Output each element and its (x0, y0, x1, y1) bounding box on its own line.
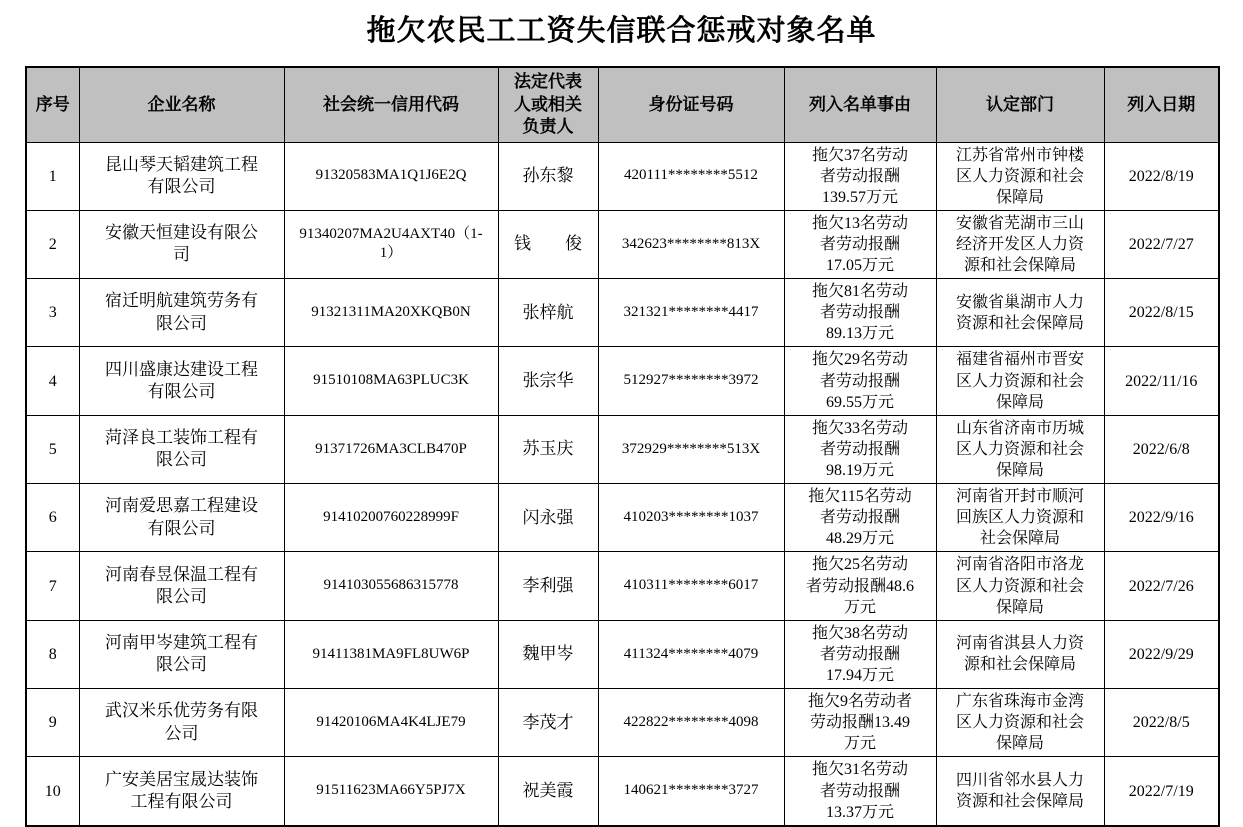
cell-company: 宿迁明航建筑劳务有限公司 (79, 279, 284, 347)
cell-department: 福建省福州市晋安区人力资源和社会保障局 (936, 347, 1104, 415)
cell-reason: 拖欠25名劳动者劳动报酬48.6万元 (784, 552, 936, 620)
cell-no: 2 (26, 210, 79, 278)
cell-no: 3 (26, 279, 79, 347)
table-header (26, 67, 1219, 142)
cell-department: 四川省邻水县人力资源和社会保障局 (936, 757, 1104, 826)
cell-person: 张梓航 (498, 279, 598, 347)
cell-person: 闪永强 (498, 484, 598, 552)
cell-credit-code: 91511623MA66Y5PJ7X (284, 757, 498, 826)
cell-no: 4 (26, 347, 79, 415)
header-row (26, 67, 1219, 142)
header-person: 法定代表人或相关负责人 (498, 67, 598, 142)
cell-no: 9 (26, 689, 79, 757)
cell-person: 祝美霞 (498, 757, 598, 826)
cell-company: 河南甲岑建筑工程有限公司 (79, 620, 284, 688)
cell-department: 山东省济南市历城区人力资源和社会保障局 (936, 415, 1104, 483)
cell-company: 昆山琴天韬建筑工程有限公司 (79, 142, 284, 210)
cell-reason: 拖欠31名劳动者劳动报酬13.37万元 (784, 757, 936, 826)
cell-person: 李茂才 (498, 689, 598, 757)
cell-department: 安徽省巢湖市人力资源和社会保障局 (936, 279, 1104, 347)
cell-person: 钱 俊 (498, 210, 598, 278)
table-row (26, 689, 1219, 757)
cell-reason: 拖欠37名劳动者劳动报酬139.57万元 (784, 142, 936, 210)
header-reason: 列入名单事由 (784, 67, 936, 142)
cell-no: 5 (26, 415, 79, 483)
cell-company: 安徽天恒建设有限公司 (79, 210, 284, 278)
cell-date: 2022/8/19 (1104, 142, 1219, 210)
cell-credit-code: 91411381MA9FL8UW6P (284, 620, 498, 688)
table-row (26, 484, 1219, 552)
cell-id-number: 411324********4079 (598, 620, 784, 688)
table-row (26, 210, 1219, 278)
cell-date: 2022/6/8 (1104, 415, 1219, 483)
cell-company: 菏泽良工装饰工程有限公司 (79, 415, 284, 483)
cell-department: 安徽省芜湖市三山经济开发区人力资源和社会保障局 (936, 210, 1104, 278)
cell-person: 魏甲岑 (498, 620, 598, 688)
cell-id-number: 410203********1037 (598, 484, 784, 552)
cell-department: 广东省珠海市金湾区人力资源和社会保障局 (936, 689, 1104, 757)
table-row (26, 757, 1219, 826)
header-id-number: 身份证号码 (598, 67, 784, 142)
cell-company: 河南春昱保温工程有限公司 (79, 552, 284, 620)
table-row (26, 415, 1219, 483)
cell-reason: 拖欠33名劳动者劳动报酬98.19万元 (784, 415, 936, 483)
cell-date: 2022/8/15 (1104, 279, 1219, 347)
cell-reason: 拖欠13名劳动者劳动报酬17.05万元 (784, 210, 936, 278)
cell-company: 武汉米乐优劳务有限公司 (79, 689, 284, 757)
cell-department: 河南省开封市顺河回族区人力资源和社会保障局 (936, 484, 1104, 552)
cell-person: 张宗华 (498, 347, 598, 415)
cell-company: 四川盛康达建设工程有限公司 (79, 347, 284, 415)
cell-reason: 拖欠115名劳动者劳动报酬48.29万元 (784, 484, 936, 552)
cell-date: 2022/7/19 (1104, 757, 1219, 826)
cell-no: 7 (26, 552, 79, 620)
cell-company: 河南爱思嘉工程建设有限公司 (79, 484, 284, 552)
cell-date: 2022/8/5 (1104, 689, 1219, 757)
cell-date: 2022/9/16 (1104, 484, 1219, 552)
table-row (26, 279, 1219, 347)
cell-date: 2022/11/16 (1104, 347, 1219, 415)
cell-reason: 拖欠38名劳动者劳动报酬17.94万元 (784, 620, 936, 688)
header-no: 序号 (26, 67, 79, 142)
cell-id-number: 420111********5512 (598, 142, 784, 210)
cell-date: 2022/9/29 (1104, 620, 1219, 688)
cell-no: 8 (26, 620, 79, 688)
cell-reason: 拖欠9名劳动者劳动报酬13.49万元 (784, 689, 936, 757)
cell-credit-code: 91420106MA4K4LJE79 (284, 689, 498, 757)
cell-id-number: 140621********3727 (598, 757, 784, 826)
cell-credit-code: 91410200760228999F (284, 484, 498, 552)
cell-department: 河南省洛阳市洛龙区人力资源和社会保障局 (936, 552, 1104, 620)
cell-date: 2022/7/26 (1104, 552, 1219, 620)
table-row (26, 552, 1219, 620)
cell-id-number: 321321********4417 (598, 279, 784, 347)
cell-id-number: 372929********513X (598, 415, 784, 483)
cell-credit-code: 91510108MA63PLUC3K (284, 347, 498, 415)
cell-person: 苏玉庆 (498, 415, 598, 483)
cell-credit-code: 91321311MA20XKQB0N (284, 279, 498, 347)
table-row (26, 347, 1219, 415)
cell-id-number: 342623********813X (598, 210, 784, 278)
table-row (26, 142, 1219, 210)
header-credit-code: 社会统一信用代码 (284, 67, 498, 142)
cell-reason: 拖欠81名劳动者劳动报酬89.13万元 (784, 279, 936, 347)
cell-id-number: 422822********4098 (598, 689, 784, 757)
blacklist-table (25, 66, 1220, 827)
cell-credit-code: 914103055686315778 (284, 552, 498, 620)
cell-credit-code: 91371726MA3CLB470P (284, 415, 498, 483)
cell-reason: 拖欠29名劳动者劳动报酬69.55万元 (784, 347, 936, 415)
table-body (26, 142, 1219, 826)
cell-company: 广安美居宝晟达装饰工程有限公司 (79, 757, 284, 826)
cell-credit-code: 91340207MA2U4AXT40（1-1） (284, 210, 498, 278)
cell-no: 6 (26, 484, 79, 552)
cell-id-number: 512927********3972 (598, 347, 784, 415)
table-row (26, 620, 1219, 688)
header-company: 企业名称 (79, 67, 284, 142)
header-date: 列入日期 (1104, 67, 1219, 142)
cell-department: 江苏省常州市钟楼区人力资源和社会保障局 (936, 142, 1104, 210)
cell-date: 2022/7/27 (1104, 210, 1219, 278)
cell-id-number: 410311********6017 (598, 552, 784, 620)
cell-person: 李利强 (498, 552, 598, 620)
header-department: 认定部门 (936, 67, 1104, 142)
page-title: 拖欠农民工工资失信联合惩戒对象名单 (366, 15, 877, 47)
cell-person: 孙东黎 (498, 142, 598, 210)
cell-department: 河南省淇县人力资源和社会保障局 (936, 620, 1104, 688)
cell-no: 1 (26, 142, 79, 210)
cell-credit-code: 91320583MA1Q1J6E2Q (284, 142, 498, 210)
cell-no: 10 (26, 757, 79, 826)
